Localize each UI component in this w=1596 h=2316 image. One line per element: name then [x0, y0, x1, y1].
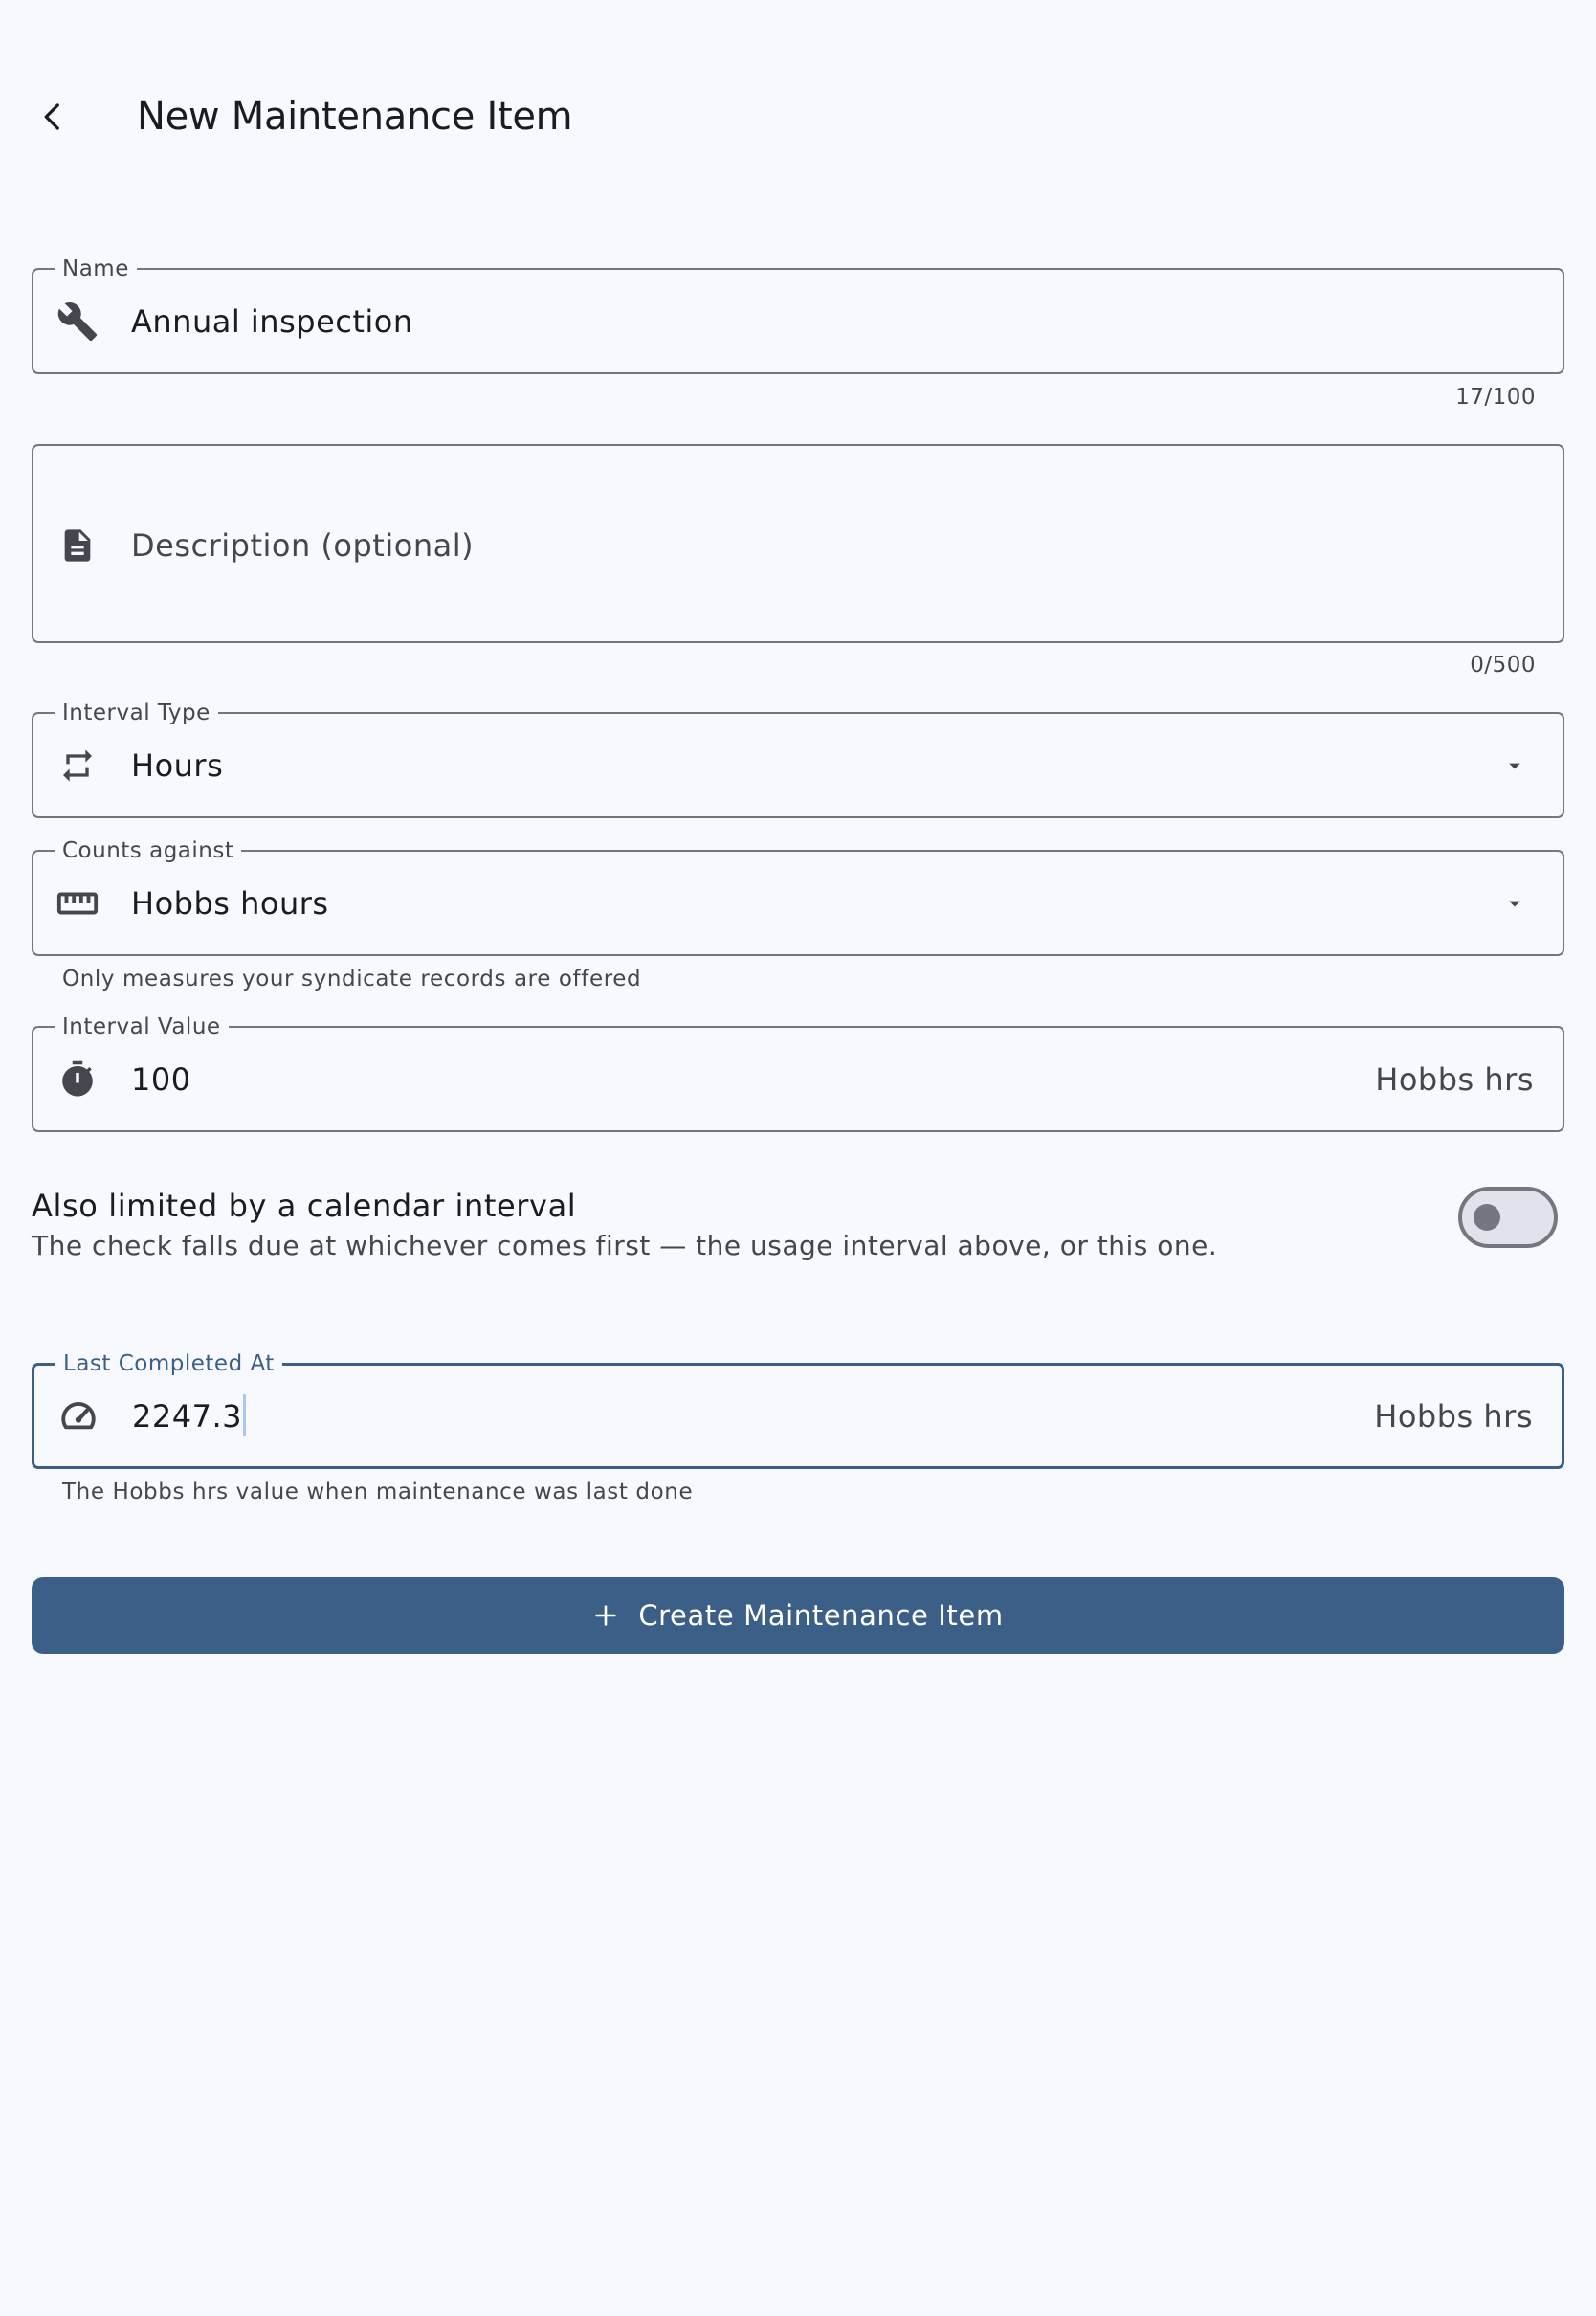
interval-type-select[interactable]	[32, 701, 1564, 818]
create-button-label: Create Maintenance Item	[638, 1599, 1004, 1632]
last-completed-input[interactable]: 2247.3	[132, 1397, 246, 1436]
wrench-icon	[55, 299, 100, 345]
description-char-counter: 0/500	[1470, 653, 1536, 678]
chevron-down-icon	[1501, 890, 1528, 917]
speedometer-icon	[55, 1393, 101, 1439]
last-completed-suffix: Hobbs hrs	[1374, 1398, 1533, 1435]
interval-value-suffix: Hobbs hrs	[1375, 1061, 1534, 1098]
create-maintenance-item-button[interactable]	[32, 1577, 1564, 1654]
calendar-interval-switch[interactable]	[1458, 1187, 1558, 1248]
arrow-back-icon	[35, 100, 70, 134]
last-completed-field[interactable]	[32, 1351, 1564, 1469]
interval-value-label: Interval Value	[55, 1014, 229, 1039]
last-completed-label: Last Completed At	[55, 1351, 282, 1376]
last-completed-helper: The Hobbs hrs value when maintenance was last done	[62, 1480, 694, 1504]
counts-against-select[interactable]	[32, 838, 1564, 956]
switch-knob	[1474, 1204, 1500, 1231]
name-field-label: Name	[55, 256, 137, 281]
description-input[interactable]: Description (optional)	[131, 527, 475, 564]
page-title: New Maintenance Item	[137, 95, 573, 139]
interval-value-field[interactable]	[32, 1014, 1564, 1132]
name-char-counter: 17/100	[1455, 385, 1536, 410]
counts-against-label: Counts against	[55, 838, 241, 863]
back-button[interactable]	[24, 88, 81, 145]
app-bar	[0, 67, 1596, 167]
timer-icon	[55, 1057, 100, 1102]
plus-icon	[592, 1602, 619, 1629]
counts-against-helper: Only measures your syndicate records are offered	[62, 967, 642, 991]
ruler-icon	[55, 880, 100, 926]
chevron-down-icon	[1501, 752, 1528, 779]
text-cursor	[243, 1394, 246, 1436]
counts-against-value: Hobbs hours	[131, 885, 329, 922]
name-input[interactable]: Annual inspection	[131, 303, 413, 340]
description-field[interactable]	[32, 444, 1564, 643]
interval-type-value: Hours	[131, 747, 224, 784]
interval-type-label: Interval Type	[55, 701, 218, 725]
document-icon	[55, 523, 100, 568]
name-field[interactable]	[32, 256, 1564, 374]
interval-value-input[interactable]: 100	[131, 1061, 191, 1098]
calendar-interval-subtitle: The check falls due at whichever comes first — the usage interval above, or this one.	[32, 1230, 1218, 1261]
repeat-icon	[55, 743, 100, 789]
calendar-interval-title: Also limited by a calendar interval	[32, 1188, 577, 1224]
